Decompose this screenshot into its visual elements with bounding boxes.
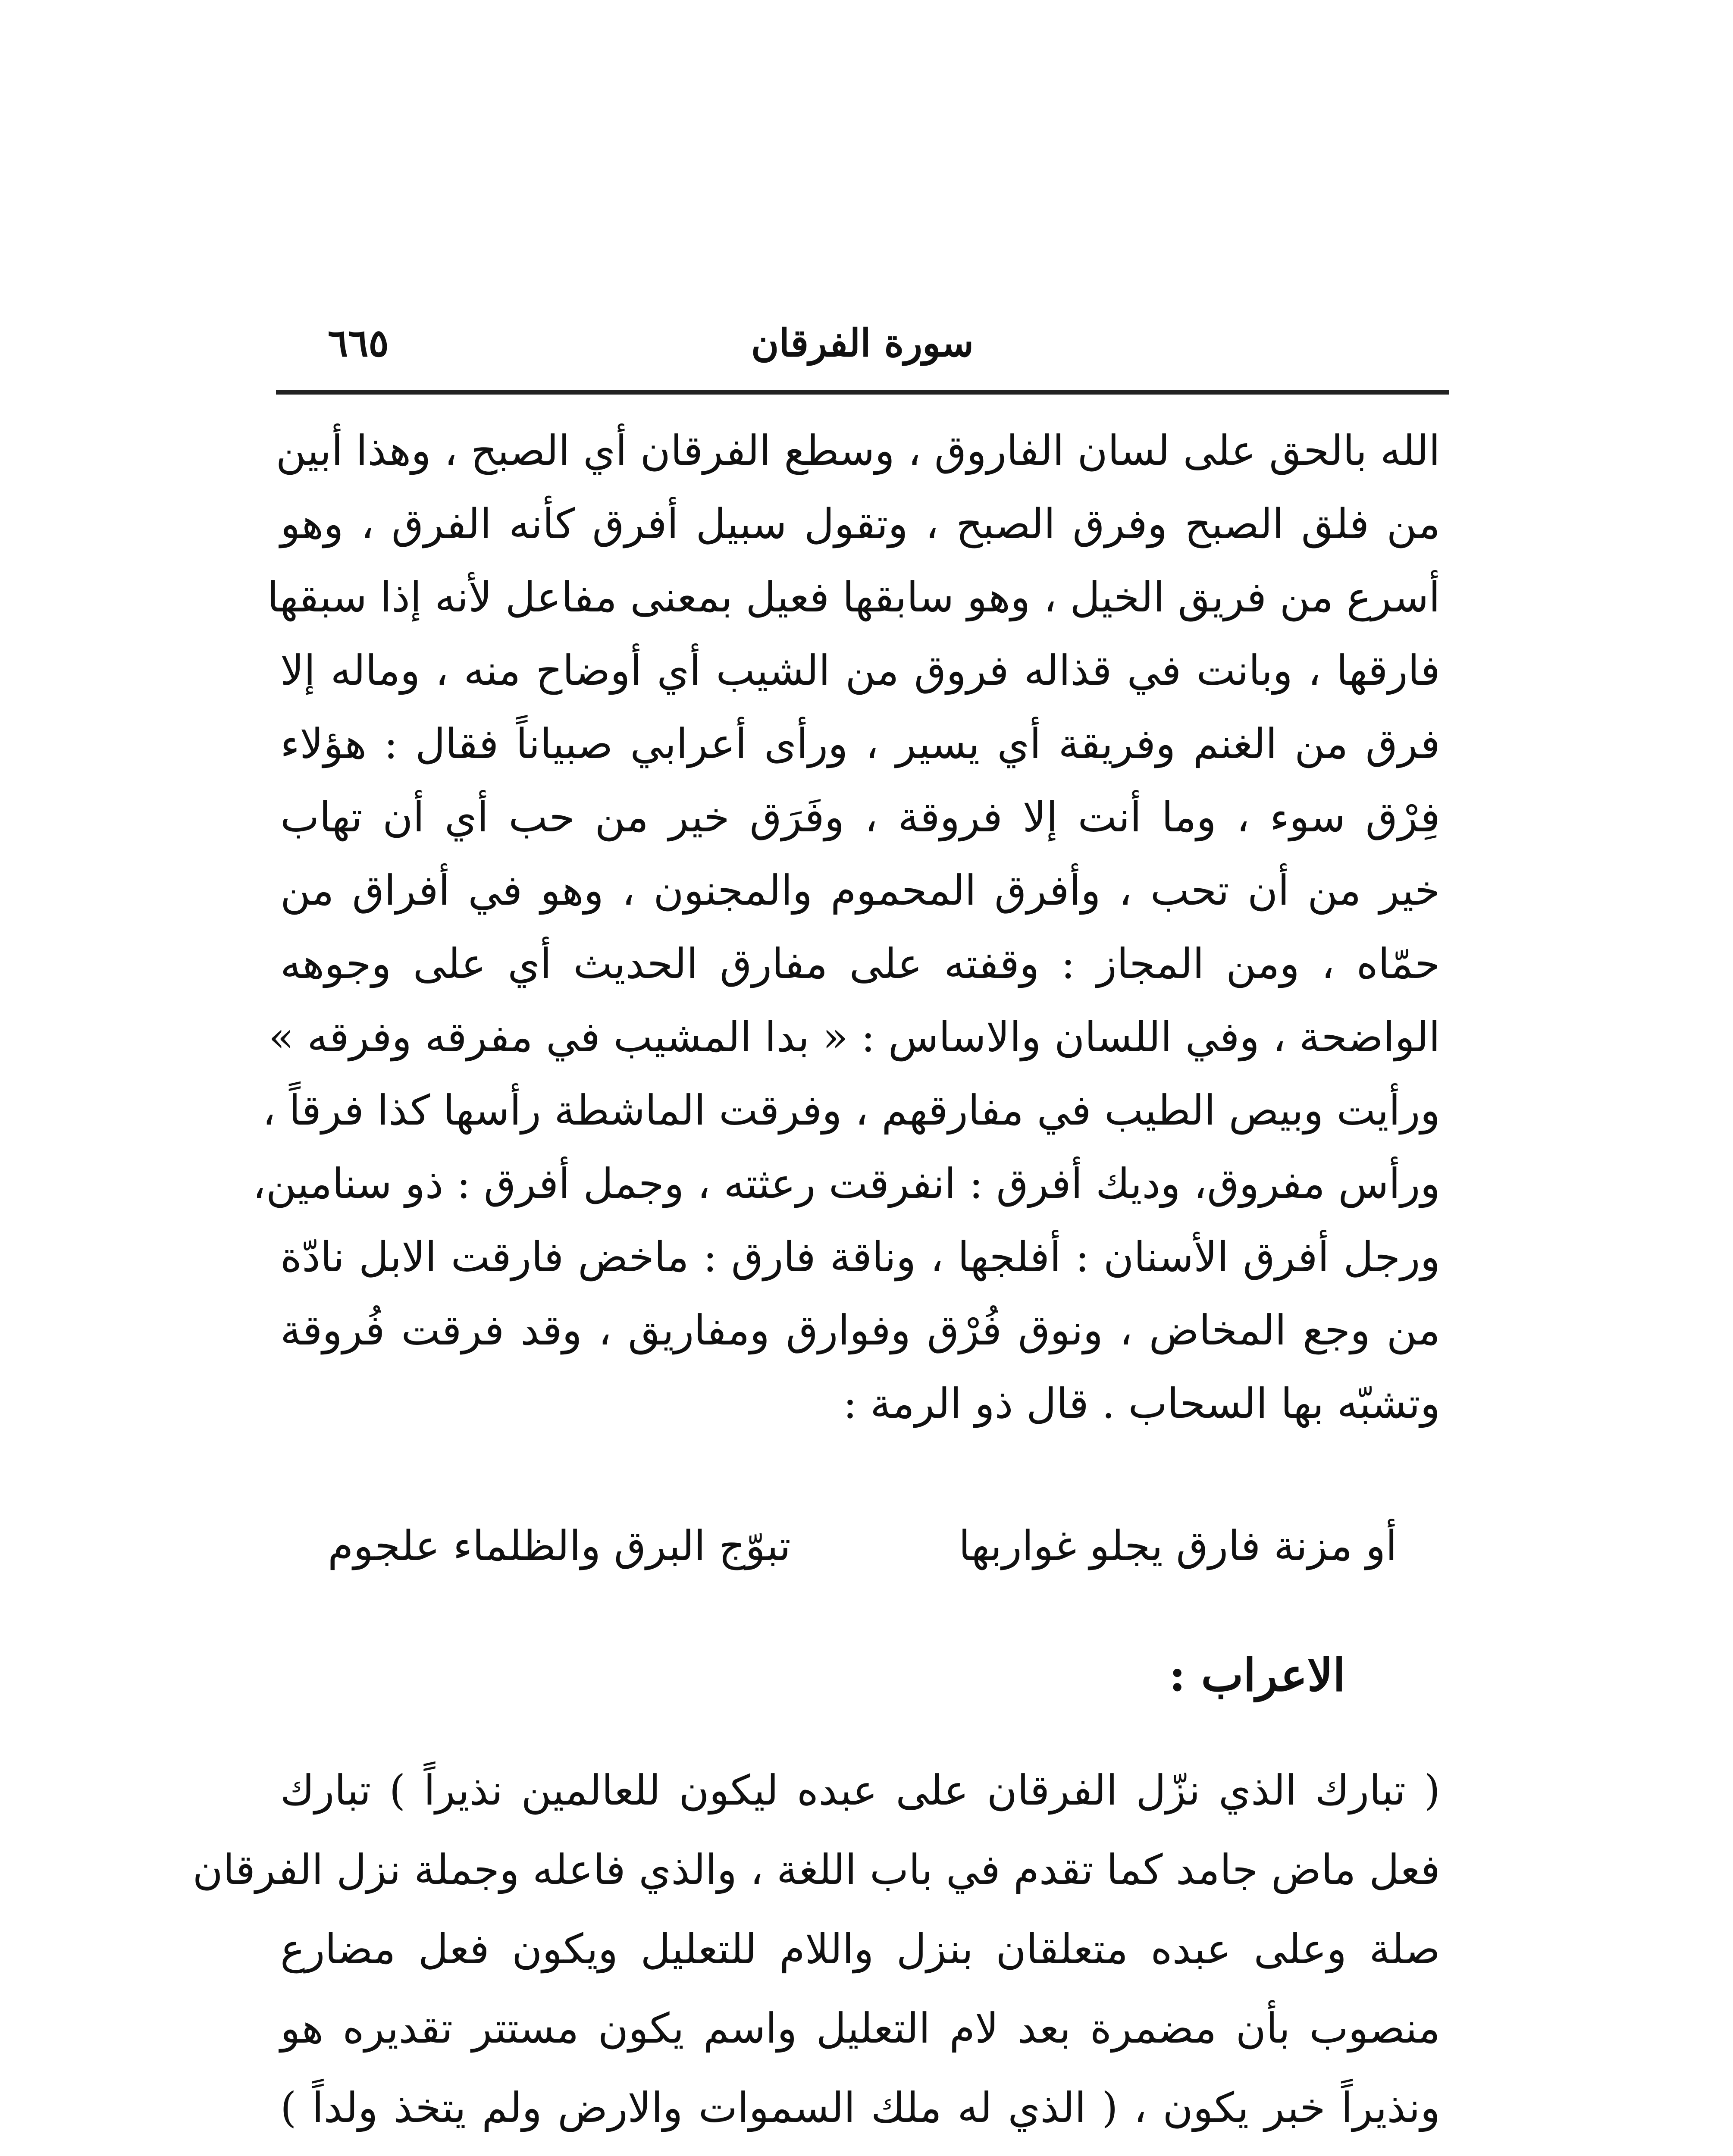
text-line bbox=[280, 2147, 1440, 2156]
section-heading: الاعراب : bbox=[1169, 1648, 1345, 1702]
text-line: خير من أن تحب ، وأفرق المحموم والمجنون ، وهو في أفراق من bbox=[280, 866, 1440, 915]
text-line: أسرع من فريق الخيل ، وهو سابقها فعيل بمعنى مفاعل لأنه إذا سبقها bbox=[267, 573, 1440, 621]
page-header bbox=[276, 310, 1449, 384]
text-line: ( تبارك الذي نزّل الفرقان على عبده ليكون للعالمين نذيراً ) تبارك bbox=[280, 1766, 1440, 1814]
text-line: فِرْق سوء ، وما أنت إلا فروقة ، وفَرَق خير من حب أي أن تهاب bbox=[280, 793, 1440, 841]
verse-first-hemistich: أو مزنة فارق يجلو غواربها bbox=[959, 1522, 1397, 1570]
text-line: ورأيت وبيص الطيب في مفارقهم ، وفرقت الماشطة رأسها كذا فرقاً ، bbox=[262, 1086, 1440, 1134]
text-line: فعل ماض جامد كما تقدم في باب اللغة ، والذي فاعله وجملة نزل الفرقان bbox=[192, 1846, 1440, 1894]
grammar-paragraph bbox=[192, 1751, 1440, 2156]
text-line: الواضحة ، وفي اللسان والاساس : « بدا المشيب في مفرقه وفرقه » bbox=[268, 1013, 1440, 1061]
text-line: ورأس مفروق، وديك أفرق : انفرقت رعثته ، وجمل أفرق : ذو سنامين، bbox=[252, 1159, 1440, 1208]
header-rule bbox=[276, 390, 1449, 395]
text-line: من وجع المخاض ، ونوق فُرْق وفوارق ومفاريق ، وقد فرقت فُروقة bbox=[280, 1306, 1440, 1354]
text-line: الله بالحق على لسان الفاروق ، وسطع الفرقان أي الصبح ، وهذا أبين bbox=[276, 426, 1440, 475]
text-line: فارقها ، وبانت في قذاله فروق من الشيب أي أوضاح منه ، وماله إلا bbox=[280, 646, 1441, 695]
page-number: ٦٦٥ bbox=[328, 320, 389, 365]
text-line: حمّاه ، ومن المجاز : وقفته على مفارق الحديث أي على وجوهه bbox=[280, 940, 1440, 988]
text-line: صلة وعلى عبده متعلقان بنزل واللام للتعليل ويكون فعل مضارع bbox=[280, 1925, 1440, 1973]
text-line: وتشبّه بها السحاب . قال ذو الرمة : bbox=[843, 1379, 1440, 1428]
poetry-verse bbox=[328, 1509, 1397, 1583]
surah-title: سورة الفرقان bbox=[751, 320, 974, 365]
verse-second-hemistich: تبوّج البرق والظلماء علجوم bbox=[328, 1522, 791, 1570]
text-line: من فلق الصبح وفرق الصبح ، وتقول سبيل أفرق كأنه الفرق ، وهو bbox=[280, 500, 1440, 548]
text-line: ورجل أفرق الأسنان : أفلجها ، وناقة فارق : ماخض فارقت الابل نادّة bbox=[280, 1233, 1440, 1281]
text-line: فرق من الغنم وفريقة أي يسير ، ورأى أعرابي صبياناً فقال : هؤلاء bbox=[280, 720, 1440, 768]
text-line: ونذيراً خبر يكون ، ( الذي له ملك السموات والارض ولم يتخذ ولداً ) bbox=[280, 2084, 1440, 2132]
lexical-paragraph bbox=[252, 414, 1441, 1440]
text-line: منصوب بأن مضمرة بعد لام التعليل واسم يكون مستتر تقديره هو bbox=[280, 2004, 1440, 2053]
